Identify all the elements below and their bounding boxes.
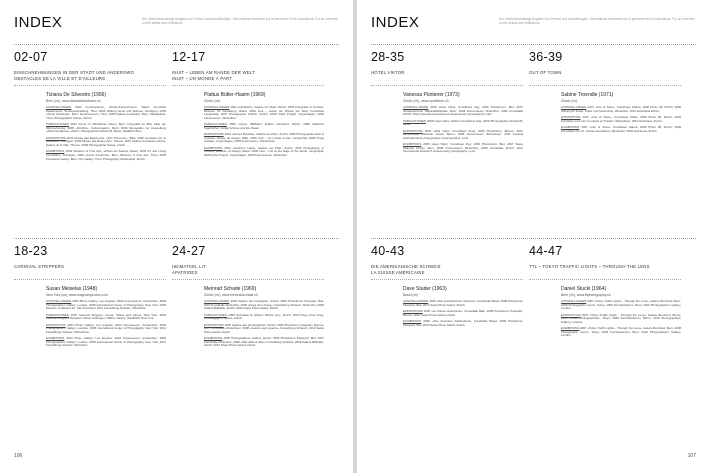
section-theme: HEIMATKEL LIT APATRIDES (172, 264, 206, 275)
divider (371, 85, 523, 86)
artist-location: Zürich (ch), www.meinradschade.ch (204, 293, 258, 297)
entry-label: AUSSTELLUNGEN (46, 105, 72, 109)
entry (172, 133, 324, 144)
entry (14, 324, 166, 335)
index-title: INDEX (14, 14, 63, 31)
entry-label: EXPOSITIONS (204, 132, 224, 137)
artist-location: Basel (ch) (403, 293, 419, 297)
entry (14, 137, 166, 148)
entry-label: AUSSTELLUNGEN (204, 299, 230, 303)
entry-text: 2007 «Tokyo Traffic Lights – Through the Lens», Galerie Bernhard, Berne; 2008 Centre photographique, Tokyo; 2009 Kornhausforum, Berne; 2010 Photographers' Gallery, Londres. (561, 312, 681, 324)
entry-label: EXHIBITIONS (403, 319, 422, 324)
entry-text: 2005 Galerie des photographes, Zurich; 2006 Photoforum PasquArt, Bienne; 2007 Kunsthalle Winterthour; 2008 «Guerre sans guerre», Fotostiftung Schweiz; 2010 Swiss Photo Award, Zurich. (204, 322, 324, 334)
divider (14, 238, 339, 239)
entry-label: AUSSTELLUNGEN (561, 105, 587, 109)
entry (371, 106, 523, 117)
entry-text: 2005 Hotel Viktor, Kunsthaus Zug; 2006 Photoforum, Biel; 2007 Schweizerische Nationalbibliothek, Bern; 2008 Fotomuseum Winterthur; 2009 Kunsthalle Zürich; 2011 International festival of contemporary photography, Lodz. (403, 105, 523, 117)
artist-location: Bern (ch), www.ttlphotography.ch (561, 293, 611, 297)
entry-text: 2004 Kunstmuseum, «Photo-Kunst-Preise», Basel; Kornhaus Zweisimmen, Sonderausstellung, Thun; 2005 Stiftung Kunst und Wohnen, Gümligen; 2006 «Kunst Konstrukt», Bern; Kunstmuseum, Thun; 2008 Galerie Kunstwerk, Bern; Stadtgalerie, Thun; Photographie! Suisse, Zürich. (46, 105, 166, 120)
page-range: 18-23 (14, 244, 48, 258)
entry-label: AUSSTELLUNGEN (561, 299, 587, 303)
entry (172, 324, 324, 335)
entry-label: EXHIBITIONS (561, 326, 580, 331)
entry (371, 300, 523, 307)
entry (14, 123, 166, 134)
artist-location: New York (us), www.magnumphotos.com (46, 293, 108, 297)
entry (172, 300, 324, 311)
entry-label: EXPOSITIONS (204, 322, 224, 327)
divider (529, 279, 681, 280)
artist-name: Sabine Troendle (1971) (561, 92, 614, 98)
entry (371, 320, 523, 327)
entry-text: 2007 «Out of Town», Kunsthaus Glaris; 2008 Photo 08, Zurich; 2009 Fondation pour l'art, la culture et l'histoire, Winterthour; 2010 Helmhaus, Zurich. (561, 115, 681, 123)
entry (14, 150, 166, 161)
entry-label: EXHIBITIONS (46, 149, 65, 154)
entry-text: 2006 «La Suisse américaine», Kunsthalle Bâle; 2008 Photoforum PasquArt, Bienne; 2010 Swiss Photo Award, Zurich. (403, 309, 523, 317)
index-title: INDEX (371, 14, 420, 31)
index-section (371, 244, 523, 404)
section-theme: INUIT – LEBEN AM RANDE DER WELT INUIT – UN MONDE À PART (172, 70, 255, 81)
section-theme: DIE AMERIKANISCHE SCHWEIZ LA SUISSE AMÉRICAINE (371, 264, 441, 275)
entry (172, 106, 324, 120)
artist-name: Meinrad Schade (1969) (204, 286, 257, 292)
artist-name: Dave Studer (1963) (403, 286, 447, 292)
section-theme: HOTEL VIKTOR (371, 70, 405, 75)
page-range: 40-43 (371, 244, 405, 258)
entry (14, 106, 166, 120)
page-number: 106 (14, 453, 23, 459)
entry-label: PUBLIKATIONEN (46, 122, 69, 127)
page-range: 12-17 (172, 50, 206, 64)
divider (371, 44, 696, 45)
section-theme: OUT OF TOWN (529, 70, 562, 75)
entry (14, 337, 166, 348)
divider (172, 279, 324, 280)
entry (529, 106, 681, 113)
entry-text: 2005 Galerie der Fotografen, Zürich; 2006 Photoforum PasquArt, Biel; 2007 Kunsthalle Winterthur; 2008 «Krieg ohne Krieg», Fotostiftung Schweiz, Winterthur; 2009 Galerie Bildhalle, Zürich; 2010 Swiss Photo Award, Zürich. (204, 299, 324, 311)
entry-text: 2007 Kunst im öffentlichen Raum, Bern; Fotografie im Bild, Atlas der Wahrnehmung; 2008 «Drehtür», Kulturmagazin, Bern; 2009 Monografie zur Ausstellung «Zwischenräume», Zürich; Photographie! Zeitschrift, Basel; Stadtbild, Bern. (46, 122, 166, 134)
entry (529, 116, 681, 123)
entry (14, 300, 166, 311)
entry-text: 2007 «Tokyo Traffic Lights – Through the Lens», Galerie Bernhard, Bern; 2008 Photographic Centre, Tokyo; 2009 Kornhausforum, Bern; 2010 Photographers' Gallery, London. (561, 299, 681, 311)
entry-text: 2003 Photo Gallery, Los Angeles; 2004 Fotomuseum, Amsterdam; 2006 Photographers' Gallery, London; 2008 International Center of Photography, New York; 2009 Museum of Modern Art, San Francisco; 2011 Fotostiftung Schweiz, Winterthur. (46, 299, 166, 311)
artist-location: Zürich (ch) (204, 99, 221, 103)
entry-text: 2005 Hôtel Viktor, Kunsthaus Zoug; 2006 Photoforum, Bienne; 2007 Bibliothèque nationale suisse, Berne; 2008 Fotomuseum Winterthour; 2011 Festival international de photographie contemporaine, Lodz. (403, 128, 523, 140)
index-section (14, 244, 166, 404)
entry-text: 2005 Photographers' Gallery, Zurich; 2006 Photoforum PasquArt, Biel; 2007 Kunsthalle Winterthur; 2008 «War without War», Fotostiftung Schweiz; 2009 Galerie Bildhalle, Zurich; 2010 Swiss Photo Award, Zurich. (204, 336, 324, 348)
section-theme: CARNIVAL STRIPPERS (14, 264, 65, 269)
entry (14, 314, 166, 321)
entry-text: 2006 «The American Switzerland», Kunsthalle Basel; 2008 Photoforum PasquArt, Biel; 2010 Swiss Photo Award, Zurich. (403, 319, 523, 327)
entry (172, 314, 324, 321)
entry-text: 2007 «Tokyo Traffic Lights – Through the Lens», Galerie Bernhard, Bern; 2008 Photographic Centre, Tokyo; 2009 Kornhausforum, Bern; 2010 Photographers' Gallery, London. (561, 326, 681, 338)
entry-label: EXPOSITIONS (46, 322, 66, 327)
entry-label: AUSSTELLUNGEN (403, 299, 429, 303)
index-section (529, 244, 681, 404)
entry (172, 337, 324, 348)
divider (172, 85, 324, 86)
index-intro: Nur überblicksmässige Angaben zur Person und Ausstellungen. Informations résumées sur la personne et les expositions. For an overview on the artists and exhibitions. (499, 17, 695, 25)
index-section (172, 244, 324, 404)
left-page (0, 0, 353, 473)
entry-label: AUSSTELLUNGEN (403, 105, 429, 109)
entry-text: 2006 «Die amerikanische Schweiz», Kunsthalle Basel; 2008 Photoforum PasquArt, Biel; 2010 Swiss Photo Award, Zürich. (403, 299, 523, 307)
entry-text: 2008 Heimatkel lit, Edition Patrick Frey, Zürich; 2010 Krieg ohne Krieg, Scheidegger & Spiess, Zürich. (204, 312, 324, 321)
page-range: 02-07 (14, 50, 48, 64)
section-theme: TTL – TOKYO TRAFFIC LIGHTS – THROUGH THE LENS (529, 264, 650, 269)
entry-label: EXPOSITIONS (561, 115, 581, 120)
entry-text: 2004 «Northern Light», Galerie am Platz, Zurich; 2005 Photography in Context, Museum of Design, Basel; 2006 Inuit – Life at the Edge of the World, Langenthal; 2008 Arctic Project, Copenhagen; 2009 Fotomuseum, Winterthur. (204, 145, 324, 158)
entry-label: EXHIBITIONS (403, 142, 422, 147)
entry-text: 2006 «Inuit», Bildband, Edition Nordwind, Zürich; 2008 Arktische Tagebücher, Verlag Schnee und Eis, Basel. (204, 122, 324, 130)
entry-text: 2005 Hotel Viktor, Kunsthaus Zug; 2006 Photoforum, Biel; 2007 Swiss National Library, Bern; 2008 Fotomuseum Winterthur; 2009 Kunsthalle Zurich; 2011 International festival of contemporary photography, Lodz. (403, 142, 523, 154)
entry (371, 310, 523, 317)
entry (371, 130, 523, 141)
entry-label: PUBLIKATIONEN (204, 122, 227, 127)
artist-location: Zürich (ch) (561, 99, 578, 103)
entry-text: 2004 Musée des Beaux-Arts, «Prix Photo-Art», Bâle; 2005 Fondation Art et Habitation, Gümligen; 2006 Musée des Beaux-Arts, Thoune; 2007 Galerie Kunstwerk, Berne; Galerie de la Ville, Thoune; 2008 Photographie Suisse, Zurich. (46, 135, 166, 147)
artist-name: Daniel Stucki (1964) (561, 286, 607, 292)
entry-label: PUBLIKATIONEN (204, 312, 227, 317)
entry-text: 2003 Photo Gallery, Los Angeles; 2004 Fotomuseum, Amsterdam; 2006 Photographers' Gallery, London; 2008 International Center of Photography, New York; 2011 Fotostiftung Schweiz, Winterthur. (46, 336, 166, 348)
divider (371, 279, 523, 280)
entry-label: EXHIBITIONS (204, 145, 223, 150)
entry (529, 314, 681, 325)
artist-location: Bern (ch), www.tizianadesilvestro.ch (46, 99, 101, 103)
artist-name: Vanessa Püntener (1973) (403, 92, 460, 98)
artist-name: Susan Meiselas (1948) (46, 286, 98, 292)
entry-text: 2004 Museum of Fine Arts, «Photo Art Award», Basel; 2005 Art and Living Foundation, Gümligen; 2006 «Kunst Konstrukt», Bern; Museum of Fine Arts, Thun; 2008 Kunstwerk Gallery, Bern; City Gallery, Thun; Photography Switzerland, Zurich. (46, 149, 166, 161)
entry-label: EXPOSITIONS (403, 309, 423, 314)
index-section (529, 50, 681, 234)
entry-label: AUSSTELLUNGEN (46, 299, 72, 303)
page-number: 107 (687, 453, 696, 459)
artist-name: Plattus Bütler-Hasim (1969) (204, 92, 266, 98)
divider (529, 85, 681, 86)
entry-label: EXHIBITIONS (204, 336, 223, 341)
page-range: 36-39 (529, 50, 563, 64)
page-header (371, 14, 696, 40)
entry (529, 126, 681, 133)
index-section (14, 50, 166, 234)
entry-label: AUSSTELLUNGEN (204, 105, 230, 109)
divider (14, 85, 166, 86)
divider (14, 279, 166, 280)
entry (529, 300, 681, 311)
section-theme: EINSCHNEHMUNGEN IN DER STADT UND ANDERSWO OBSTACLES DE LA VILLE ET D'AILLEURS (14, 70, 135, 81)
entry-label: PUBLIKATIONEN (46, 312, 69, 317)
index-section (371, 50, 523, 234)
page-header (14, 14, 339, 40)
entry-text: 2007 «Out of Town», Kunsthaus Glarus; 2008 Photo 08, Zürich; 2009 Stiftung für Kunst, Kultur und Geschichte, Winterthur; 2010 Helmhaus Zürich. (561, 105, 681, 113)
entry-label: EXPOSITIONS (403, 128, 423, 133)
artist-name: Tiziana De Silvestro (1956) (46, 92, 107, 98)
entry (371, 120, 523, 127)
page-range: 44-47 (529, 244, 563, 258)
entry (529, 327, 681, 338)
right-page (357, 0, 710, 473)
entry (172, 123, 324, 130)
entry-text: 1976 Carnival Strippers, Farrar, Straus and Giroux, New York; 2003 Carnival Strippers Revisited, Steidl, Göttingen; 2008 In History, Steidl/ICP, New York. (46, 312, 166, 321)
divider (14, 44, 339, 45)
divider (371, 238, 696, 239)
entry (371, 143, 523, 154)
entry-label: EXPOSITIONS (46, 135, 66, 140)
entry-label: PUBLIKATIONEN (403, 118, 426, 123)
entry-text: 2003 Photo Gallery, Los Angeles; 2004 Fotomuseum, Amsterdam; 2006 Photographers' Gallery, Londres; 2008 International Center of Photography, New York; 2011 Fotostiftung Schweiz, Winterthour. (46, 322, 166, 334)
entry-text: 2004 «Aurore Boréale», Galerie am Platz, Zurich; 2005 Photographie dans le contexte, Musée du Design, Bâle; 2006 Inuit – Un monde à part, Langenthal; 2008 Projet Arctique, Copenhague; 2009 Fotomuseum, Winterthour. (204, 132, 324, 144)
artist-location: Zürich (ch), www.vpuntener.ch (403, 99, 449, 103)
index-intro: Nur überblicksmässige Angaben zur Person und Ausstellungen. Informations résumées sur la personne et les expositions. For an overview on the artists and exhibitions. (142, 17, 338, 25)
entry-label: EXPOSITIONS (561, 312, 581, 317)
entry-text: 2006 Hotel Viktor, Edition Kunsthaus Zug; 2009 Photographie! Zeitschrift, Basel. (403, 118, 523, 127)
entry-label: EXHIBITIONS (561, 125, 580, 130)
entry-label: EXHIBITIONS (46, 336, 65, 341)
entry (172, 147, 324, 158)
index-section (172, 50, 324, 234)
page-range: 28-35 (371, 50, 405, 64)
entry-text: 2007 «Out of Town», Kunsthaus Glarus; 2008 Photo 08, Zurich; 2009 Foundation for Art, Culture and History, Winterthur; 2010 Helmhaus, Zurich. (561, 125, 681, 133)
page-range: 24-27 (172, 244, 206, 258)
entry-text: 2004 «Nordlicht», Galerie am Platz, Zürich; 2005 Fotografie im Kontext, Museum für Gestaltung, Basel; 2006 Inuit – Leben am Rande der Welt, Kunsthaus Langenthal; 2007 Photographie Polaris, Zürich; 2008 Arktis Projekt, Kopenhagen; 2009 Fotomuseum, Winterthur. (204, 105, 324, 120)
